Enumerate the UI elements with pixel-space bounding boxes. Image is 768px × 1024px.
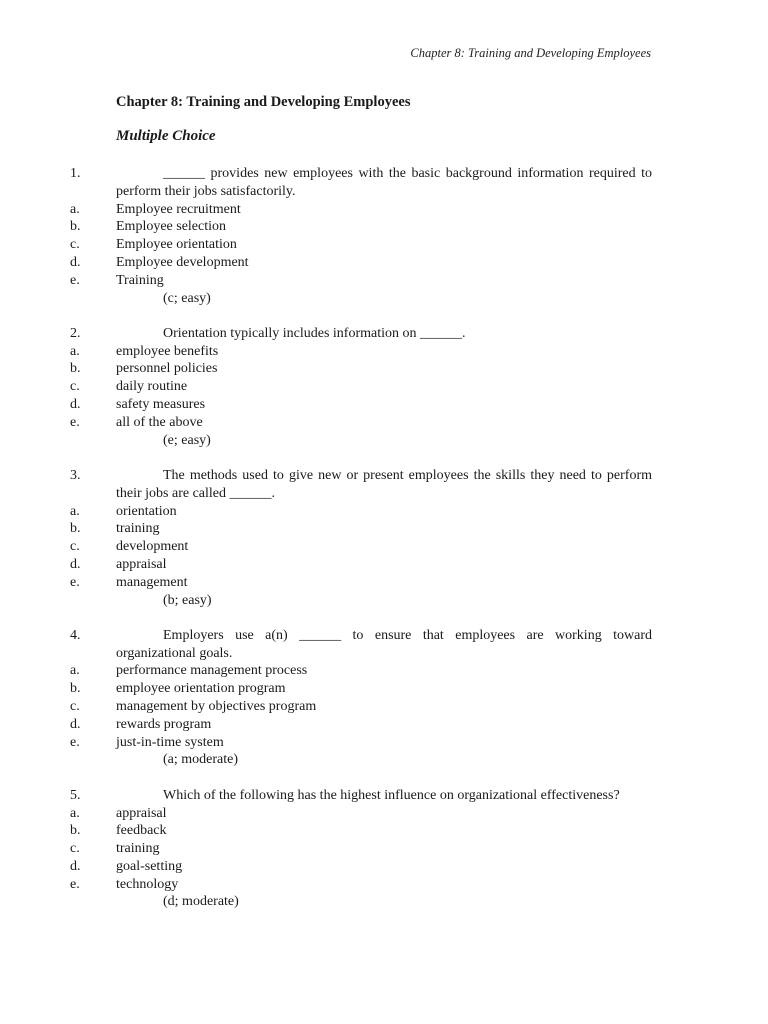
question-text: Orientation typically includes information on ______. (163, 325, 466, 341)
option-c (70, 378, 652, 396)
option-letter: d. (70, 397, 81, 413)
option-b (70, 218, 652, 236)
option-text: appraisal (116, 805, 167, 821)
option-text: training (116, 841, 160, 857)
answer-key: (b; easy) (163, 592, 212, 608)
option-text: appraisal (116, 556, 167, 572)
option-letter: c. (70, 237, 80, 253)
option-text: Employee development (116, 254, 249, 270)
option-text: Training (116, 272, 164, 288)
option-text: goal-setting (116, 858, 183, 874)
option-letter: c. (70, 379, 80, 395)
question-stem (70, 467, 652, 503)
option-e (70, 414, 652, 432)
question-2 (70, 325, 652, 450)
question-1 (70, 165, 652, 307)
option-d (70, 716, 652, 734)
option-text: daily routine (116, 379, 188, 395)
option-e (70, 574, 652, 592)
option-letter: a. (70, 503, 80, 519)
answer-key: (a; moderate) (163, 752, 239, 768)
option-a (70, 343, 652, 361)
option-text: Employee orientation (116, 237, 237, 253)
question-3 (70, 467, 652, 609)
option-text: development (116, 539, 189, 555)
option-e (70, 272, 652, 290)
option-letter: e. (70, 272, 80, 288)
option-text: orientation (116, 503, 177, 519)
option-text: personnel policies (116, 361, 218, 377)
option-text: Employee selection (116, 219, 227, 235)
option-text: technology (116, 876, 179, 892)
option-a (70, 805, 652, 823)
question-text: Which of the following has the highest influence on organizational effectiveness? (163, 787, 620, 803)
option-letter: c. (70, 841, 80, 857)
option-letter: a. (70, 663, 80, 679)
option-letter: d. (70, 858, 81, 874)
option-text: performance management process (116, 663, 308, 679)
option-text: employee orientation program (116, 681, 286, 697)
question-text: The methods used to give new or present employees the skills they need to perform their jobs are called ______. (116, 467, 652, 501)
option-a (70, 503, 652, 521)
question-5 (70, 787, 652, 912)
option-letter: a. (70, 201, 80, 217)
question-list (70, 165, 652, 929)
option-e (70, 734, 652, 752)
option-text: feedback (116, 823, 167, 839)
option-letter: b. (70, 823, 81, 839)
question-text: ______ provides new employees with the basic background information required to perform their jobs satisfactorily. (116, 166, 652, 199)
option-letter: d. (70, 716, 81, 732)
option-a (70, 662, 652, 680)
option-b (70, 360, 652, 378)
option-b (70, 822, 652, 840)
option-letter: e. (70, 734, 80, 750)
option-text: rewards program (116, 716, 212, 732)
option-text: management (116, 574, 188, 590)
question-number: 4. (70, 627, 81, 643)
option-e (70, 876, 652, 894)
option-c (70, 698, 652, 716)
option-c (70, 538, 652, 556)
option-letter: e. (70, 876, 80, 892)
option-text: training (116, 521, 160, 537)
option-c (70, 236, 652, 254)
question-number: 1. (70, 166, 81, 181)
answer-key: (d; moderate) (163, 894, 239, 910)
option-d (70, 858, 652, 876)
option-a (70, 201, 652, 219)
section-title: Multiple Choice (116, 128, 216, 144)
chapter-title: Chapter 8: Training and Developing Employees (116, 94, 411, 110)
question-stem (70, 325, 652, 343)
option-letter: b. (70, 361, 81, 377)
option-b (70, 680, 652, 698)
question-number: 3. (70, 467, 81, 483)
answer-key: (e; easy) (163, 432, 211, 448)
question-number: 5. (70, 787, 81, 803)
option-d (70, 254, 652, 272)
question-stem (70, 787, 652, 805)
option-letter: b. (70, 681, 81, 697)
question-text: Employers use a(n) ______ to ensure that employees are working toward organizational goals. (116, 627, 652, 661)
question-number: 2. (70, 325, 81, 341)
option-letter: b. (70, 219, 81, 235)
question-stem (70, 165, 652, 201)
option-letter: d. (70, 254, 81, 270)
option-d (70, 556, 652, 574)
running-header: Chapter 8: Training and Developing Employees (410, 46, 651, 60)
option-c (70, 840, 652, 858)
answer-key: (c; easy) (163, 290, 211, 306)
option-text: management by objectives program (116, 699, 317, 715)
option-letter: c. (70, 539, 80, 555)
option-letter: c. (70, 699, 80, 715)
option-letter: a. (70, 805, 80, 821)
option-text: Employee recruitment (116, 201, 241, 217)
option-letter: e. (70, 414, 80, 430)
option-letter: a. (70, 343, 80, 359)
option-b (70, 520, 652, 538)
option-text: safety measures (116, 397, 206, 413)
option-d (70, 396, 652, 414)
option-letter: b. (70, 521, 81, 537)
question-4 (70, 627, 652, 769)
option-text: employee benefits (116, 343, 219, 359)
option-text: just-in-time system (116, 734, 224, 750)
option-letter: d. (70, 556, 81, 572)
question-stem (70, 627, 652, 663)
option-text: all of the above (116, 414, 203, 430)
option-letter: e. (70, 574, 80, 590)
